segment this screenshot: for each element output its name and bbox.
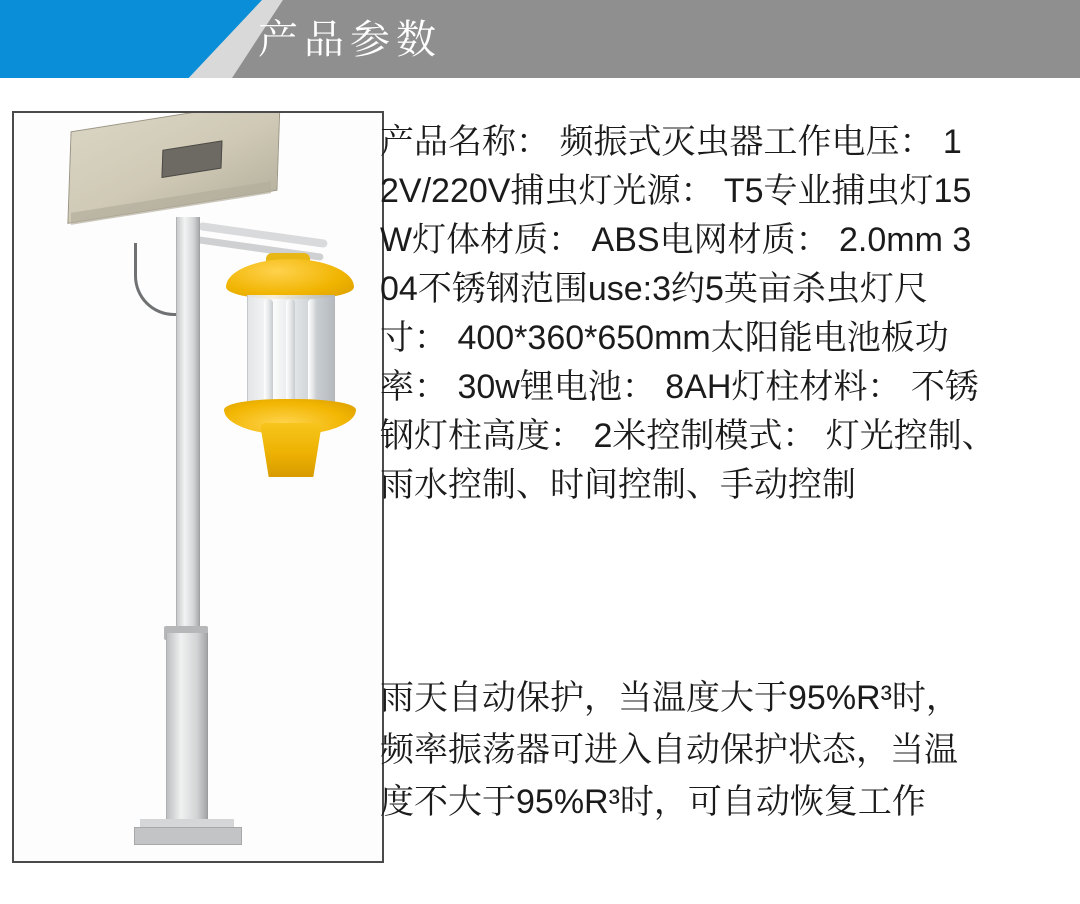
note-line: 雨天自动保护，当温度大于95%R³时， (380, 679, 960, 717)
specification-text (380, 118, 1064, 510)
header-blue-band (0, 0, 262, 78)
lamp-tube-graphic (308, 299, 317, 407)
page-title: 产品参数 (258, 18, 442, 62)
spec-line: W灯体材质： ABS电网材质： 2.0mm 3 (380, 221, 972, 259)
product-photo (14, 113, 382, 861)
base-plate-graphic (134, 827, 242, 845)
spec-line: 产品名称： 频振式灭虫器工作电压： 1 (380, 123, 962, 161)
spec-line: 04不锈钢范围use:3约5英亩杀虫灯尺 (380, 270, 928, 308)
spec-line: 率： 30w锂电池： 8AH灯柱材料： 不锈 (380, 368, 979, 406)
lamp-tube-graphic (286, 299, 295, 407)
spec-line: 2V/220V捕虫灯光源： T5专业捕虫灯15 (380, 172, 972, 210)
spec-line: 寸： 400*360*650mm太阳能电池板功 (380, 319, 949, 357)
lamp-tube-graphic (264, 299, 273, 407)
note-line: 频率振荡器可进入自动保护状态，当温 (380, 731, 958, 769)
page-header (0, 0, 1080, 78)
spec-line: 钢灯柱高度： 2米控制模式： 灯光控制、 (380, 417, 996, 455)
spec-line: 雨水控制、时间控制、手动控制 (380, 466, 856, 504)
content-area (0, 78, 1080, 904)
lamp-top-cover-graphic (226, 259, 354, 299)
product-photo-frame (12, 111, 384, 863)
protection-note-text (380, 672, 1064, 828)
pole-lower-graphic (166, 633, 208, 838)
insect-collector-graphic (260, 423, 322, 477)
note-line: 度不大于95%R³时，可自动恢复工作 (380, 783, 926, 821)
